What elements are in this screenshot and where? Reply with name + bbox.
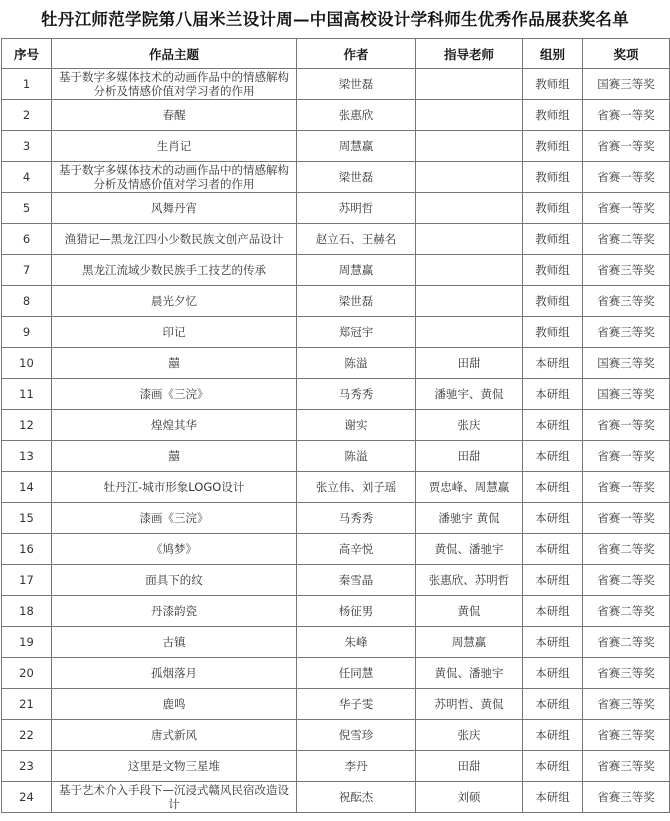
index-cell: 2 [2, 100, 52, 131]
table-row [2, 441, 670, 472]
group-cell: 教师组 [523, 131, 583, 162]
table-row [2, 689, 670, 720]
award-cell: 省赛二等奖 [583, 565, 670, 596]
group-cell: 本研组 [523, 689, 583, 720]
group-cell: 本研组 [523, 565, 583, 596]
author-cell: 梁世磊 [297, 286, 416, 317]
award-cell: 省赛一等奖 [583, 410, 670, 441]
index-cell: 4 [2, 162, 52, 193]
topic-cell: 漆画《三浣》 [52, 379, 297, 410]
topic-cell: 渔猎记—黑龙江四小少数民族文创产品设计 [52, 224, 297, 255]
group-cell: 教师组 [523, 69, 583, 100]
header-advisor: 指导老师 [416, 39, 523, 69]
award-cell: 省赛一等奖 [583, 162, 670, 193]
advisor-cell: 田甜 [416, 751, 523, 782]
award-cell: 省赛二等奖 [583, 627, 670, 658]
award-cell: 省赛三等奖 [583, 720, 670, 751]
author-cell: 陈溢 [297, 441, 416, 472]
topic-cell: 煌煌其华 [52, 410, 297, 441]
advisor-cell [416, 255, 523, 286]
author-cell: 任同慧 [297, 658, 416, 689]
author-cell: 张立伟、刘子瑶 [297, 472, 416, 503]
table-row [2, 162, 670, 193]
award-cell: 省赛二等奖 [583, 596, 670, 627]
index-cell: 5 [2, 193, 52, 224]
awards-table [1, 38, 670, 813]
topic-cell: 古镇 [52, 627, 297, 658]
award-cell: 省赛三等奖 [583, 751, 670, 782]
topic-cell: 《鸠梦》 [52, 534, 297, 565]
table-row [2, 472, 670, 503]
author-cell: 杨征男 [297, 596, 416, 627]
advisor-cell: 黄侃 [416, 596, 523, 627]
topic-cell: 基于数字多媒体技术的动画作品中的情感解构分析及情感价值对学习者的作用 [52, 69, 297, 100]
group-cell: 教师组 [523, 317, 583, 348]
award-cell: 省赛一等奖 [583, 503, 670, 534]
topic-cell: 春醒 [52, 100, 297, 131]
award-cell: 省赛三等奖 [583, 286, 670, 317]
header-topic: 作品主题 [52, 39, 297, 69]
table-row [2, 69, 670, 100]
table-row [2, 534, 670, 565]
index-cell: 20 [2, 658, 52, 689]
table-row [2, 565, 670, 596]
author-cell: 高辛悦 [297, 534, 416, 565]
advisor-cell: 贾忠峰、周慧赢 [416, 472, 523, 503]
award-cell: 省赛三等奖 [583, 255, 670, 286]
index-cell: 7 [2, 255, 52, 286]
author-cell: 郑冠宇 [297, 317, 416, 348]
advisor-cell: 周慧赢 [416, 627, 523, 658]
header-author: 作者 [297, 39, 416, 69]
advisor-cell: 田甜 [416, 441, 523, 472]
advisor-cell: 黄侃、潘驰宇 [416, 658, 523, 689]
topic-cell: 囍 [52, 441, 297, 472]
index-cell: 6 [2, 224, 52, 255]
index-cell: 8 [2, 286, 52, 317]
topic-cell: 孤烟落月 [52, 658, 297, 689]
group-cell: 教师组 [523, 224, 583, 255]
award-cell: 国赛三等奖 [583, 379, 670, 410]
advisor-cell [416, 162, 523, 193]
index-cell: 15 [2, 503, 52, 534]
table-row [2, 317, 670, 348]
group-cell: 本研组 [523, 596, 583, 627]
topic-cell: 生肖记 [52, 131, 297, 162]
index-cell: 24 [2, 782, 52, 813]
table-row [2, 503, 670, 534]
award-cell: 省赛二等奖 [583, 534, 670, 565]
header-group: 组别 [523, 39, 583, 69]
index-cell: 13 [2, 441, 52, 472]
index-cell: 19 [2, 627, 52, 658]
table-row [2, 596, 670, 627]
advisor-cell: 苏明哲、黄侃 [416, 689, 523, 720]
group-cell: 教师组 [523, 162, 583, 193]
award-cell: 省赛一等奖 [583, 100, 670, 131]
advisor-cell [416, 193, 523, 224]
advisor-cell [416, 224, 523, 255]
author-cell: 马秀秀 [297, 503, 416, 534]
award-cell: 省赛一等奖 [583, 193, 670, 224]
table-row [2, 379, 670, 410]
header-award: 奖项 [583, 39, 670, 69]
topic-cell: 面具下的纹 [52, 565, 297, 596]
table-row [2, 751, 670, 782]
advisor-cell [416, 131, 523, 162]
award-cell: 省赛三等奖 [583, 689, 670, 720]
table-row [2, 410, 670, 441]
author-cell: 周慧赢 [297, 255, 416, 286]
author-cell: 倪雪珍 [297, 720, 416, 751]
advisor-cell: 刘硕 [416, 782, 523, 813]
topic-cell: 黑龙江流域少数民族手工技艺的传承 [52, 255, 297, 286]
author-cell: 秦雪晶 [297, 565, 416, 596]
author-cell: 梁世磊 [297, 162, 416, 193]
advisor-cell [416, 286, 523, 317]
group-cell: 本研组 [523, 379, 583, 410]
advisor-cell [416, 100, 523, 131]
author-cell: 赵立石、王赫名 [297, 224, 416, 255]
award-cell: 省赛二等奖 [583, 224, 670, 255]
index-cell: 10 [2, 348, 52, 379]
table-header-row [2, 39, 670, 69]
group-cell: 本研组 [523, 472, 583, 503]
index-cell: 12 [2, 410, 52, 441]
group-cell: 本研组 [523, 503, 583, 534]
author-cell: 朱峰 [297, 627, 416, 658]
index-cell: 14 [2, 472, 52, 503]
index-cell: 16 [2, 534, 52, 565]
group-cell: 本研组 [523, 751, 583, 782]
table-body [2, 69, 670, 813]
advisor-cell: 田甜 [416, 348, 523, 379]
award-cell: 省赛三等奖 [583, 317, 670, 348]
table-row [2, 720, 670, 751]
table-row [2, 658, 670, 689]
author-cell: 华子雯 [297, 689, 416, 720]
table-row [2, 255, 670, 286]
author-cell: 苏明哲 [297, 193, 416, 224]
index-cell: 1 [2, 69, 52, 100]
author-cell: 张惠欣 [297, 100, 416, 131]
topic-cell: 风舞丹宵 [52, 193, 297, 224]
group-cell: 教师组 [523, 286, 583, 317]
index-cell: 23 [2, 751, 52, 782]
advisor-cell: 潘驰宇 黄侃 [416, 503, 523, 534]
group-cell: 本研组 [523, 658, 583, 689]
author-cell: 祝酝杰 [297, 782, 416, 813]
topic-cell: 牡丹江-城市形象LOGO设计 [52, 472, 297, 503]
author-cell: 陈溢 [297, 348, 416, 379]
topic-cell: 囍 [52, 348, 297, 379]
index-cell: 3 [2, 131, 52, 162]
group-cell: 教师组 [523, 100, 583, 131]
index-cell: 22 [2, 720, 52, 751]
author-cell: 梁世磊 [297, 69, 416, 100]
index-cell: 11 [2, 379, 52, 410]
award-cell: 省赛一等奖 [583, 472, 670, 503]
award-cell: 省赛三等奖 [583, 658, 670, 689]
advisor-cell: 张惠欣、苏明哲 [416, 565, 523, 596]
table-row [2, 131, 670, 162]
table-row [2, 782, 670, 813]
group-cell: 本研组 [523, 348, 583, 379]
group-cell: 本研组 [523, 441, 583, 472]
advisor-cell: 张庆 [416, 410, 523, 441]
table-row [2, 100, 670, 131]
advisor-cell: 张庆 [416, 720, 523, 751]
topic-cell: 唐式新风 [52, 720, 297, 751]
index-cell: 9 [2, 317, 52, 348]
table-row [2, 627, 670, 658]
award-cell: 省赛一等奖 [583, 131, 670, 162]
table-row [2, 348, 670, 379]
advisor-cell: 黄侃、潘驰宇 [416, 534, 523, 565]
advisor-cell [416, 317, 523, 348]
advisor-cell: 潘驰宇、黄侃 [416, 379, 523, 410]
table-row [2, 224, 670, 255]
group-cell: 教师组 [523, 255, 583, 286]
topic-cell: 印记 [52, 317, 297, 348]
author-cell: 周慧赢 [297, 131, 416, 162]
index-cell: 21 [2, 689, 52, 720]
author-cell: 李丹 [297, 751, 416, 782]
group-cell: 本研组 [523, 720, 583, 751]
award-cell: 省赛三等奖 [583, 782, 670, 813]
group-cell: 本研组 [523, 782, 583, 813]
group-cell: 教师组 [523, 193, 583, 224]
table-row [2, 286, 670, 317]
award-cell: 国赛三等奖 [583, 348, 670, 379]
topic-cell: 丹漆韵瓷 [52, 596, 297, 627]
author-cell: 马秀秀 [297, 379, 416, 410]
topic-cell: 这里是文物三星堆 [52, 751, 297, 782]
index-cell: 18 [2, 596, 52, 627]
page-title: 牡丹江师范学院第八届米兰设计周—中国高校设计学科师生优秀作品展获奖名单 [41, 10, 629, 29]
topic-cell: 基于数字多媒体技术的动画作品中的情感解构分析及情感价值对学习者的作用 [52, 162, 297, 193]
header-index: 序号 [2, 39, 52, 69]
advisor-cell [416, 69, 523, 100]
author-cell: 谢实 [297, 410, 416, 441]
group-cell: 本研组 [523, 410, 583, 441]
group-cell: 本研组 [523, 627, 583, 658]
topic-cell: 漆画《三浣》 [52, 503, 297, 534]
topic-cell: 鹿鸣 [52, 689, 297, 720]
topic-cell: 晨光夕忆 [52, 286, 297, 317]
topic-cell: 基于艺术介入手段下—沉浸式赣风民宿改造设计 [52, 782, 297, 813]
award-cell: 国赛三等奖 [583, 69, 670, 100]
index-cell: 17 [2, 565, 52, 596]
award-cell: 省赛一等奖 [583, 441, 670, 472]
group-cell: 本研组 [523, 534, 583, 565]
table-row [2, 193, 670, 224]
